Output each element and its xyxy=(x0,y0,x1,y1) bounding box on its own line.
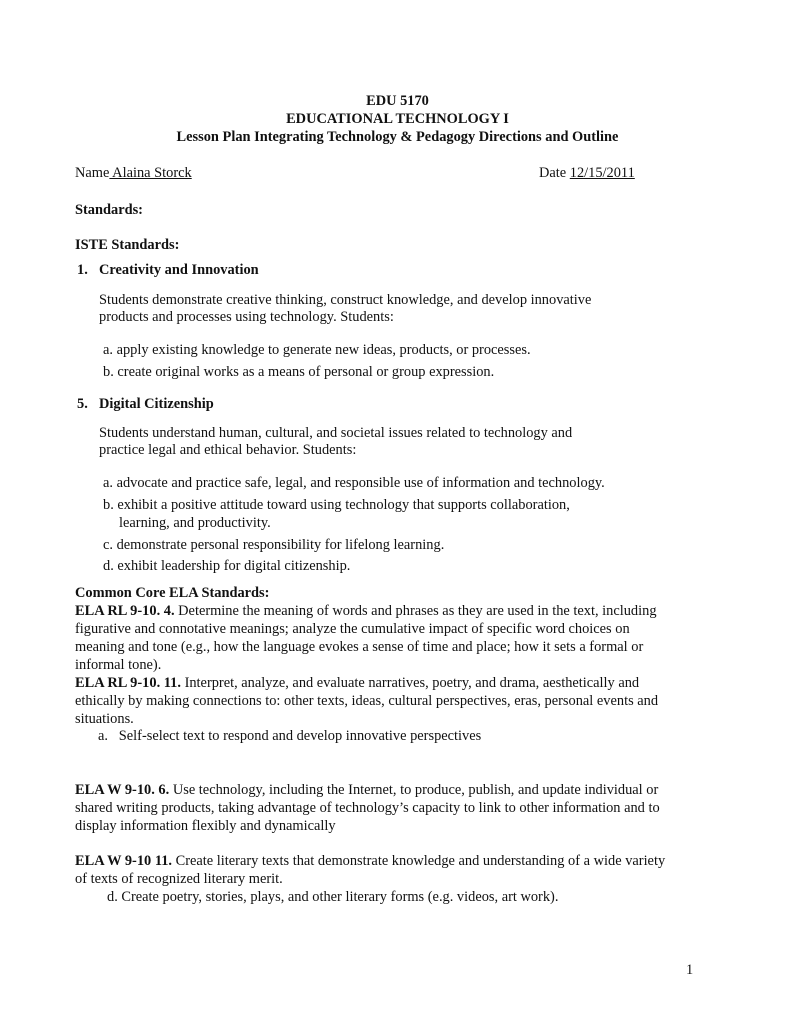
date-label: Date xyxy=(539,165,570,181)
ela-rl-11-code: ELA RL 9-10. 11. xyxy=(75,675,181,691)
iste-5-item-b-cont: learning, and productivity. xyxy=(119,515,271,531)
ela-rl-4-line-2: figurative and connotative meanings; analyze the cumulative impact of specific word choices on xyxy=(75,621,630,637)
iste-5-item-a: a. advocate and practice safe, legal, and responsible use of information and technology. xyxy=(103,475,605,491)
common-core-heading: Common Core ELA Standards: xyxy=(75,585,270,601)
name-label: Name xyxy=(75,165,110,181)
ela-w-11-line-2: of texts of recognized literary merit. xyxy=(75,871,283,887)
iste-5-item-c: c. demonstrate personal responsibility for lifelong learning. xyxy=(103,537,445,553)
ela-rl-4-line-3: meaning and tone (e.g., how the language evokes a sense of time and place; how it sets a formal or xyxy=(75,639,644,655)
page-number: 1 xyxy=(686,962,694,978)
ela-w-6-code: ELA W 9-10. 6. xyxy=(75,782,170,798)
ela-rl-11-line-1: ELA RL 9-10. 11. Interpret, analyze, and evaluate narratives, poetry, and drama, aesthetically and xyxy=(75,675,640,691)
ela-w-11-code: ELA W 9-10 11. xyxy=(75,853,173,869)
date-value: 12/15/2011 xyxy=(569,165,635,181)
ela-w-6-line-1: ELA W 9-10. 6. Use technology, including the Internet, to produce, publish, and update individual or xyxy=(75,782,659,798)
name-value: Alaina Storck xyxy=(109,165,192,181)
iste-1-item-a: a. apply existing knowledge to generate new ideas, products, or processes. xyxy=(103,342,531,358)
ela-rl-4-line-1: ELA RL 9-10. 4. Determine the meaning of words and phrases as they are used in the text, including xyxy=(75,603,657,619)
iste-1-title: Creativity and Innovation xyxy=(99,262,259,278)
ela-rl-4-line-4: informal tone). xyxy=(75,657,162,673)
iste-5-item-b: b. exhibit a positive attitude toward using technology that supports collaboration, xyxy=(103,497,570,513)
iste-1-intro-line-2: products and processes using technology. Students: xyxy=(99,309,394,325)
standards-heading: Standards: xyxy=(75,202,143,218)
iste-5-intro-line-2: practice legal and ethical behavior. Students: xyxy=(99,442,357,458)
ela-rl-4-code: ELA RL 9-10. 4. xyxy=(75,603,175,619)
ela-rl-11-sub-a: a. Self-select text to respond and develop innovative perspectives xyxy=(98,728,482,744)
iste-5-item-d: d. exhibit leadership for digital citizenship. xyxy=(103,558,351,574)
iste-5-number: 5. xyxy=(77,396,88,412)
iste-1-number: 1. xyxy=(77,262,88,278)
document-title: Lesson Plan Integrating Technology & Pedagogy Directions and Outline xyxy=(176,129,619,145)
ela-w-6-line-3: display information flexibly and dynamically xyxy=(75,818,336,834)
ela-w-11-sub-d: d. Create poetry, stories, plays, and other literary forms (e.g. videos, art work). xyxy=(107,889,559,905)
course-code: EDU 5170 xyxy=(366,93,429,109)
ela-rl-11-line-3: situations. xyxy=(75,711,134,727)
ela-rl-4 xyxy=(75,602,725,674)
iste-heading: ISTE Standards: xyxy=(75,237,180,253)
iste-1-item-b: b. create original works as a means of personal or group expression. xyxy=(103,364,495,380)
ela-w-6 xyxy=(75,781,725,835)
ela-rl-11-line-2: ethically by making connections to: other texts, ideas, cultural perspectives, eras, personal events and xyxy=(75,693,659,709)
ela-w-11 xyxy=(75,852,725,888)
name-line xyxy=(75,164,192,182)
iste-5-intro-line-1: Students understand human, cultural, and societal issues related to technology and xyxy=(99,425,573,441)
course-title: EDUCATIONAL TECHNOLOGY I xyxy=(286,111,509,127)
iste-5-title: Digital Citizenship xyxy=(99,396,214,412)
ela-rl-11 xyxy=(75,674,725,728)
iste-1-intro-line-1: Students demonstrate creative thinking, construct knowledge, and develop innovative xyxy=(99,292,592,308)
ela-w-6-line-2: shared writing products, taking advantage of technology’s capacity to link to other information and to xyxy=(75,800,660,816)
ela-w-11-line-1: ELA W 9-10 11. Create literary texts that demonstrate knowledge and understanding of a wide variety xyxy=(75,853,666,869)
date-line xyxy=(539,164,635,182)
